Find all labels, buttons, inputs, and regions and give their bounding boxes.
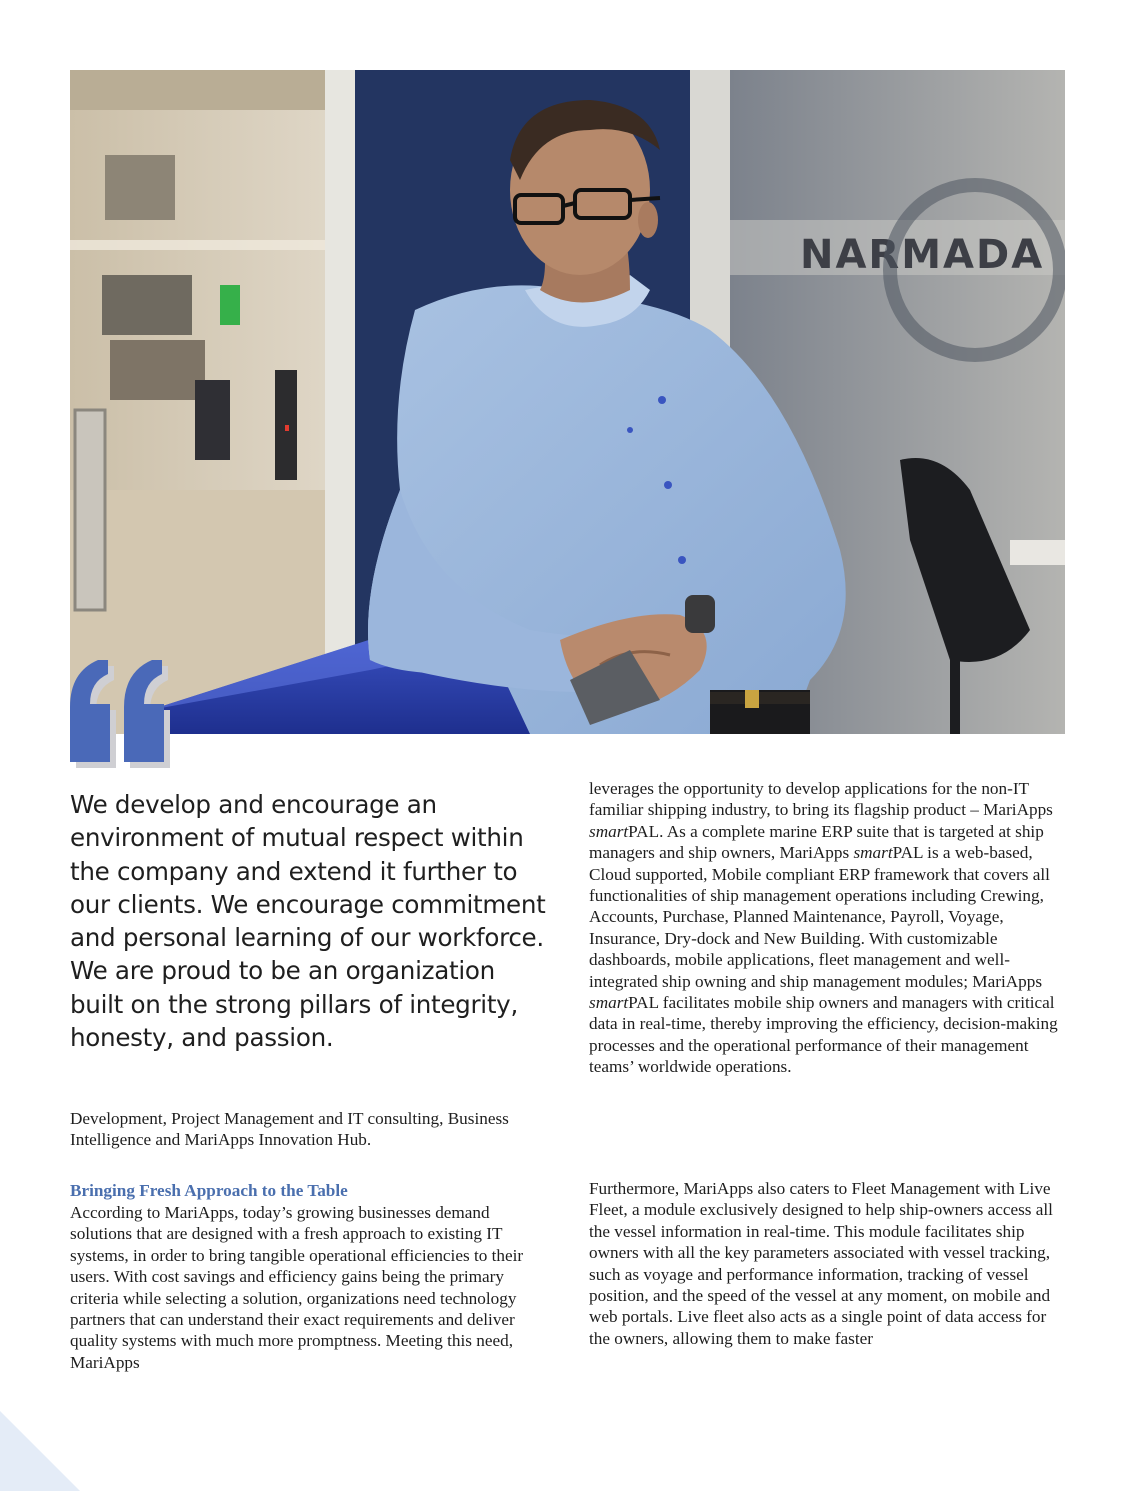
text-run: leverages the opportunity to develop applications for the non-IT familiar shipping industry, to bring its flagship product – MariApps xyxy=(589,779,1053,820)
italic-run: smart xyxy=(853,843,893,863)
intro-paragraph: Development, Project Management and IT consulting, Business Intelligence and MariApps Innovation Hub. xyxy=(70,1109,509,1150)
photo-illustration xyxy=(70,70,1065,734)
hero-photo xyxy=(70,70,1065,734)
pull-quote xyxy=(70,788,560,1054)
pull-quote-line: We develop and encourage an xyxy=(70,790,437,819)
italic-run: smart xyxy=(589,993,629,1013)
open-quote-icon xyxy=(68,652,180,782)
pull-quote-line: our clients. We encourage commitment xyxy=(70,889,546,919)
body-paragraph-left: According to MariApps, today’s growing businesses demand solutions that are designed with a fresh approach to existing IT systems, in order to bring tangible operational efficiencies to their users. With cost savings and efficiency gains being the primary criteria while selecting a solution, organizations need technology partners that can understand their exact requirements and deliver quality systems with much more promptness. Meeting this need, MariApps xyxy=(70,1203,524,1372)
section-heading: Bringing Fresh Approach to the Table xyxy=(70,1181,348,1200)
italic-run: smart xyxy=(589,821,629,841)
pull-quote-line: We are proud to be an organization xyxy=(70,956,495,986)
body-paragraph-right-1 xyxy=(589,778,1069,1078)
text-run: PAL facilitates mobile ship owners and managers with critical data in real-time, thereby improving the efficiency, decision-making processes and the operational performance of their management teams’ worldwide operations. xyxy=(589,993,1058,1077)
narmada-sign: NARMADA xyxy=(800,232,1045,278)
pull-quote-line: honesty, and passion. xyxy=(70,1023,334,1053)
pull-quote-line: built on the strong pillars of integrity, xyxy=(70,989,518,1019)
pull-quote-line: and personal learning of our workforce. xyxy=(70,923,544,953)
body-paragraph-right-2: Furthermore, MariApps also caters to Fleet Management with Live Fleet, a module exclusively designed to help ship-owners access all the vessel information in real-time. This module facilitates ship owners with all the key parameters associated with vessel tracking, such as voyage and performance information, tracking of vessel position, and the speed of the vessel at any moment, on mobile and web portals. Live fleet also acts as a single point of data access for the owners, allowing them to make faster xyxy=(589,1179,1053,1348)
text-run: PAL. As a complete marine ERP suite that is targeted at ship managers and ship owners, MariApps xyxy=(589,821,1044,863)
text-run: PAL is a web-based, Cloud supported, Mobile compliant ERP framework that covers all functionalities of ship management operations including Crewing, Accounts, Purchase, Planned Maintenance, Payroll, Voyage, Insurance, Dry-dock and New Building. With customizable dashboards, mobile applications, fleet management and well-integrated ship owning and ship management modules; MariApps xyxy=(589,843,1050,991)
pull-quote-line: environment of mutual respect within xyxy=(70,823,524,853)
corner-decoration xyxy=(0,1411,80,1491)
pull-quote-line: the company and extend it further to xyxy=(70,856,518,886)
